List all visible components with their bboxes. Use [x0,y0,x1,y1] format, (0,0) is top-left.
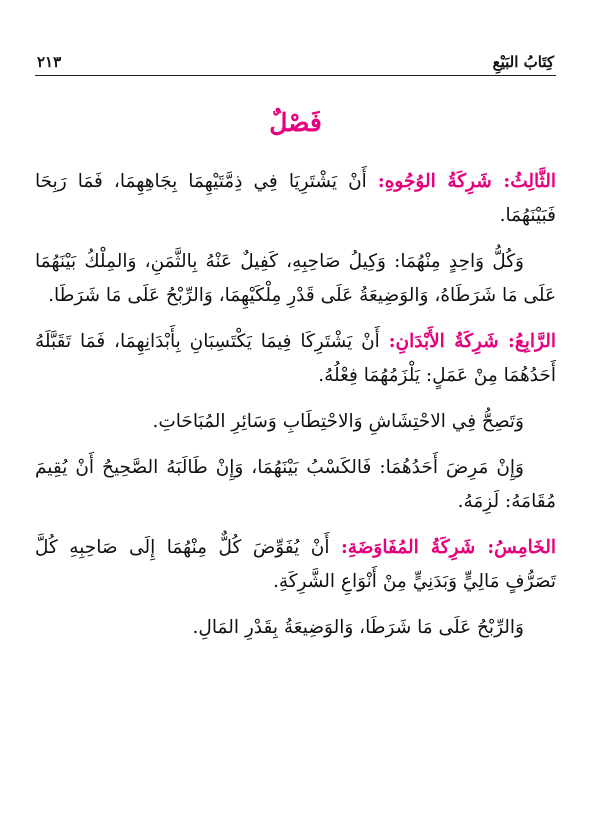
paragraph-illness [35,451,556,519]
paragraph-permissibles [35,405,556,439]
section-title: فَصْلٌ [269,108,322,137]
book-page [35,50,556,810]
paragraph-text: وَإِنْ مَرِضَ أَحَدُهُمَا: فَالكَسْبُ بَيْنَهُمَا، وَإِنْ طَالَبَهُ الصَّحِيحُ أَنْ يُقِيمَ مُقَامَهُ: لَزِمَهُ. [35,457,556,512]
paragraph-text: أَنْ يُفَوِّضَ كُلٌّ مِنْهُمَا إِلَى صَاحِبِهِ كُلَّ تَصَرُّفٍ مَالِيٍّ وَبَدَنِيٍّ مِنْ أَنْوَاعِ الشَّرِكَةِ. [35,537,556,592]
paragraph-fourth-partnership [35,325,556,393]
paragraph-third-partnership [35,165,556,233]
term-fifth-partnership: الخَامِسُ: شَرِكَةُ المُفَاوَضَةِ: [340,537,556,558]
term-fourth-partnership: الرَّابِعُ: شَرِكَةُ الأَبْدَانِ: [388,331,557,352]
page-header [35,50,556,76]
paragraph-text: أَنْ يَشْتَرِكَا فِيمَا يَكْتَسِبَانِ بِأَبْدَانِهِمَا، فَمَا تَقَبَّلَهُ أَحَدُهُمَا مِنْ عَمَلٍ: يَلْزَمُهُمَا فِعْلُهُ. [35,331,556,386]
paragraph-text: وَتَصِحُّ فِي الاحْتِشَاشِ وَالاحْتِطَابِ وَسَائِرِ المُبَاحَاتِ. [152,411,524,432]
paragraph-profit-loss [35,611,556,645]
paragraph-fifth-partnership [35,531,556,599]
paragraph-text: وَكُلُّ وَاحِدٍ مِنْهُمَا: وَكِيلُ صَاحِبِهِ، كَفِيلٌ عَنْهُ بِالثَّمَنِ، وَالمِلْكُ بَيْنَهُمَا عَلَى مَا شَرَطَاهُ، وَالوَضِيعَةُ عَلَى قَدْرِ مِلْكَيْهِمَا، وَالرِّبْحُ عَلَى مَا شَرَطَا. [35,251,556,306]
paragraph-text: وَالرِّبْحُ عَلَى مَا شَرَطَا، وَالوَضِيعَةُ بِقَدْرِ المَالِ. [192,617,524,638]
paragraph-agency [35,245,556,313]
running-head: كِتَابُ البَيْعِ [492,53,554,71]
page-number: ٢١٣ [37,53,62,71]
paragraph-text: أَنْ يَشْتَرِيَا فِي ذِمَّتَيْهِمَا بِجَاهِهِمَا، فَمَا رَبِحَا فَبَيْنَهُمَا. [35,171,556,226]
term-third-partnership: الثَّالِثُ: شَرِكَةُ الوُجُوهِ: [377,171,556,192]
